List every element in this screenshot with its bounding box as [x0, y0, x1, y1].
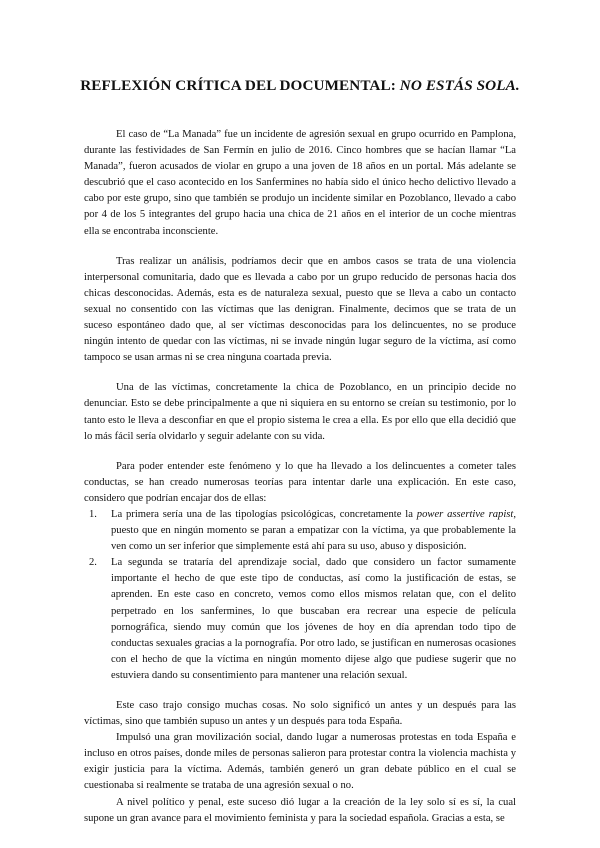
list-text-italic: power assertive rapist — [416, 508, 514, 520]
list-number: 2. — [89, 557, 97, 569]
paragraph-law: A nivel político y penal, este suceso dió lugar a la creación de la ley solo sí es sí, la cual supone un gran avance para el movimiento feminista y para la sociedad española. Gracias a esta, se — [84, 796, 516, 824]
paragraph-impact: Este caso trajo consigo muchas cosas. No solo significó un antes y un después para las víctimas, sino que también supuso un antes y un después para toda España. — [84, 700, 516, 728]
list-item — [84, 555, 516, 684]
paragraph-victim: Una de las víctimas, concretamente la chica de Pozoblanco, en un principio decide no denunciar. Esto se debe principalmente a que ni siquiera en su entorno se creían su testimonio, por lo tanto esto le lleva a desconfiar en que el propio sistema le crea a ella. Es por ello que ella decidió que lo más fácil sería olvidarlo y seguir adelante con su vida. — [84, 382, 516, 442]
document-title — [80, 76, 520, 96]
list-number: 1. — [89, 508, 97, 520]
title-italic: NO ESTÁS SOLA. — [399, 77, 520, 94]
list-text-cont: , puesto que en ningún momento se paran a empatizar con la víctima, ya que probablemente la ven como un ser inferior que simplemente está ahí para su uso, abuso y disposición. — [111, 508, 516, 553]
paragraph-intro: El caso de “La Manada” fue un incidente de agresión sexual en grupo ocurrido en Pamplona, durante las festividades de San Fermín en julio de 2016. Cinco hombres que se hacían llamar “La Manada”, fueron acusados de violar en grupo a una joven de 18 años en un portal. Más adelante se descubrió que el caso acontecido en los Sanfermines no había sido el único hecho delictivo llevado a cabo por este grupo, sino que también se produjo un incidente similar en Pozoblanco, llevado a cabo por 4 de los 5 integrantes del grupo hacia una chica de 21 años en el interior de un coche mientras ella se encontraba inconsciente. — [84, 129, 516, 237]
list-text: La primera sería una de las tipologías psicológicas, concretamente la — [111, 508, 417, 520]
list-text: La segunda se trataría del aprendizaje social, dado que considero un factor sumamente importante el hecho de que este tipo de conductas, así como la justificación de estas, se aprenden. En este caso en concreto, vemos como ellos mismos relatan que, con el delito perpetrado en los sanfermines, lo que buscaban era recrear una especie de película pornográfica, siendo muy común que los jóvenes de hoy en día aprendan todo tipo de conductas sexuales gracias a la pornografía. Por otro lado, se justifican en numerosas ocasiones con el hecho de que la víctima en ningún momento dijese algo que pudiese sugerir que no estuviera dando su consentimiento para mantener una relación sexual. — [111, 557, 516, 681]
list-item — [84, 507, 516, 555]
document-body — [84, 127, 516, 827]
theories-list — [84, 507, 516, 684]
paragraph-theories: Para poder entender este fenómeno y lo que ha llevado a los delincuentes a cometer tales conductas, se han creado numerosas teorías para intentar darle una explicación. En este caso, considero que podrían encajar dos de ellas: — [84, 460, 516, 504]
paragraph-analysis: Tras realizar un análisis, podríamos decir que en ambos casos se trata de una violencia interpersonal comunitaria, dado que es llevada a cabo por un grupo reducido de personas hacia dos chicas desconocidas. Además, esta es de naturaleza sexual, puesto que se lleva a cabo un contacto sexual no consentido con las víctimas que las denigran. Finalmente, decimos que se trata de un suceso espontáneo dado que, al ser víctimas desconocidas para los delincuentes, no se produce ningún intento de quedar con las víctimas, ni se invade ningún lugar seguro de la víctima, así como tampoco se usan armas ni se crea ninguna coartada previa. — [84, 255, 516, 364]
paragraph-mobilization: Impulsó una gran movilización social, dando lugar a numerosas protestas en toda España e incluso en otros países, donde miles de personas salieron para protestar contra la violencia machista y exigir justicia para la víctima. Además, también generó un gran debate público en el cual se cuestionaba si realmente se trataba de una agresión sexual o no. — [84, 732, 516, 792]
title-main: REFLEXIÓN CRÍTICA DEL DOCUMENTAL: — [80, 77, 400, 94]
